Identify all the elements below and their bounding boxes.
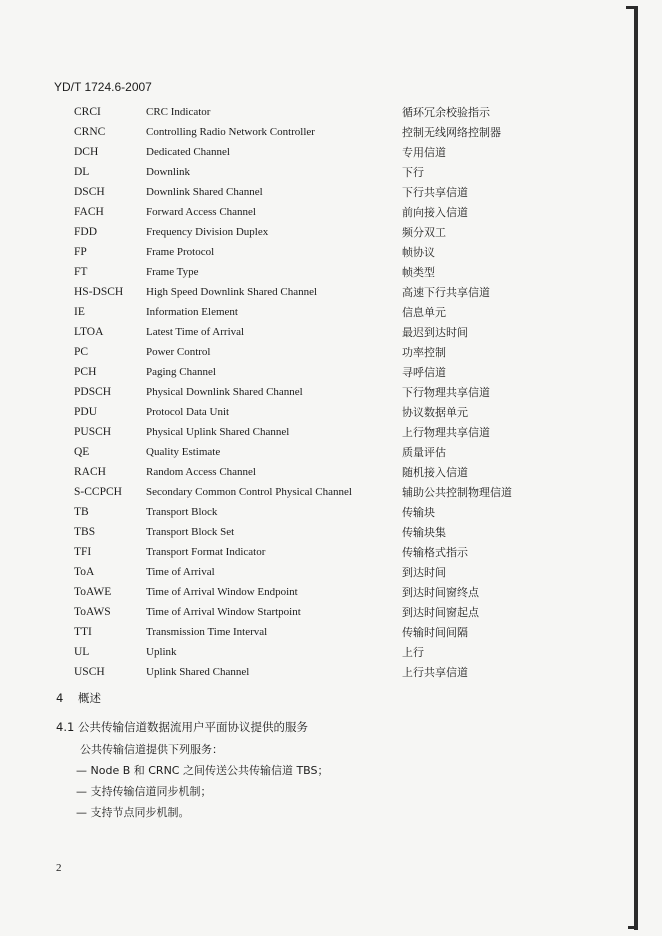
section-4-1-heading [56, 719, 308, 735]
abbreviation-row [74, 422, 542, 442]
abbreviation-row [74, 642, 542, 662]
abbreviation-english: Frame Type [146, 266, 199, 278]
abbreviation-row [74, 242, 542, 262]
abbreviation-row [74, 182, 542, 202]
abbreviation-term: LTOA [74, 326, 104, 338]
abbreviation-term: DCH [74, 146, 99, 158]
abbreviation-chinese: 帧协议 [402, 246, 435, 259]
abbreviation-chinese: 下行共享信道 [402, 186, 468, 199]
abbreviation-row [74, 442, 542, 462]
abbreviation-term: PUSCH [74, 426, 112, 438]
abbreviation-chinese: 前向接入信道 [402, 206, 468, 219]
abbreviation-row [74, 402, 542, 422]
abbreviation-chinese: 下行物理共享信道 [402, 386, 490, 399]
abbreviation-row [74, 262, 542, 282]
abbreviation-row [74, 522, 542, 542]
section-4-1-title: 公共传输信道数据流用户平面协议提供的服务 [78, 720, 308, 734]
service-item: — Node B 和 CRNC 之间传送公共传输信道 TBS； [76, 764, 329, 777]
abbreviation-term: QE [74, 446, 90, 458]
abbreviation-english: Downlink [146, 166, 190, 178]
abbreviation-chinese: 功率控制 [402, 346, 446, 359]
section-4-1-intro: 公共传输信道提供下列服务： [80, 743, 223, 756]
abbreviation-chinese: 传输时间间隔 [402, 626, 468, 639]
abbreviation-row [74, 462, 542, 482]
abbreviation-english: Secondary Common Control Physical Channel [146, 486, 352, 498]
abbreviation-term: FP [74, 246, 87, 258]
abbreviation-row [74, 362, 542, 382]
abbreviation-row [74, 482, 542, 502]
abbreviation-english: Time of Arrival [146, 566, 215, 578]
page-corner-mark-top [626, 6, 638, 9]
abbreviation-row [74, 102, 542, 122]
abbreviation-chinese: 循环冗余校验指示 [402, 106, 490, 119]
abbreviation-chinese: 信息单元 [402, 306, 446, 319]
abbreviation-term: PDSCH [74, 386, 112, 398]
page-corner-mark-bottom [628, 926, 638, 929]
abbreviation-english: Downlink Shared Channel [146, 186, 263, 198]
abbreviation-term: ToAWE [74, 586, 112, 598]
abbreviation-term: USCH [74, 666, 105, 678]
abbreviation-row [74, 322, 542, 342]
abbreviation-term: TFI [74, 546, 92, 558]
abbreviation-row [74, 602, 542, 622]
abbreviation-term: HS-DSCH [74, 286, 124, 298]
section-4-title: 概述 [78, 691, 101, 705]
abbreviation-term: TB [74, 506, 89, 518]
abbreviation-term: UL [74, 646, 90, 658]
abbreviation-term: PCH [74, 366, 97, 378]
abbreviation-chinese: 最迟到达时间 [402, 326, 468, 339]
service-list [76, 760, 329, 823]
abbreviation-term: S-CCPCH [74, 486, 122, 498]
abbreviation-chinese: 传输格式指示 [402, 546, 468, 559]
abbreviation-table [74, 102, 542, 682]
abbreviation-english: Controlling Radio Network Controller [146, 126, 315, 138]
abbreviation-table-body [74, 102, 542, 682]
abbreviation-english: Transmission Time Interval [146, 626, 268, 638]
abbreviation-english: Transport Format Indicator [146, 546, 266, 558]
abbreviation-term: TBS [74, 526, 96, 538]
abbreviation-chinese: 到达时间窗起点 [402, 606, 479, 619]
section-4-1-number: 4.1 [56, 720, 75, 734]
abbreviation-chinese: 传输块 [402, 506, 435, 519]
abbreviation-english: Power Control [146, 346, 211, 358]
abbreviation-chinese: 到达时间 [402, 566, 446, 579]
abbreviation-english: Uplink [146, 646, 177, 658]
abbreviation-english: Physical Uplink Shared Channel [146, 426, 290, 438]
abbreviation-chinese: 到达时间窗终点 [402, 586, 479, 599]
abbreviation-chinese: 辅助公共控制物理信道 [402, 486, 512, 499]
abbreviation-english: Paging Channel [146, 366, 216, 378]
abbreviation-row [74, 662, 542, 682]
abbreviation-chinese: 专用信道 [402, 146, 446, 159]
abbreviation-chinese: 上行物理共享信道 [402, 426, 490, 439]
abbreviation-term: ToAWS [74, 606, 111, 618]
abbreviation-term: CRCI [74, 106, 101, 118]
abbreviation-term: FT [74, 266, 88, 278]
abbreviation-row [74, 302, 542, 322]
abbreviation-row [74, 622, 542, 642]
abbreviation-chinese: 协议数据单元 [402, 406, 468, 419]
abbreviation-term: PC [74, 346, 89, 358]
abbreviation-english: Forward Access Channel [146, 206, 256, 218]
abbreviation-english: Time of Arrival Window Endpoint [146, 586, 298, 598]
document-id: YD/T 1724.6-2007 [54, 80, 152, 94]
abbreviation-english: Protocol Data Unit [146, 406, 230, 418]
abbreviation-english: High Speed Downlink Shared Channel [146, 286, 318, 298]
abbreviation-chinese: 下行 [402, 166, 424, 179]
abbreviation-chinese: 传输块集 [402, 526, 446, 539]
abbreviation-row [74, 562, 542, 582]
abbreviation-term: DL [74, 166, 90, 178]
abbreviation-row [74, 382, 542, 402]
abbreviation-english: Frame Protocol [146, 246, 215, 258]
abbreviation-chinese: 高速下行共享信道 [402, 286, 490, 299]
section-4-heading [56, 690, 101, 706]
abbreviation-chinese: 频分双工 [402, 226, 446, 239]
abbreviation-row [74, 542, 542, 562]
abbreviation-row [74, 222, 542, 242]
abbreviation-english: Time of Arrival Window Startpoint [146, 606, 301, 618]
abbreviation-row [74, 142, 542, 162]
abbreviation-english: Random Access Channel [146, 466, 256, 478]
abbreviation-chinese: 控制无线网络控制器 [402, 126, 501, 139]
abbreviation-term: FACH [74, 206, 104, 218]
abbreviation-term: PDU [74, 406, 98, 418]
abbreviation-english: Frequency Division Duplex [146, 226, 269, 238]
abbreviation-english: Information Element [146, 306, 238, 318]
service-item: — 支持节点同步机制。 [76, 806, 190, 819]
abbreviation-term: CRNC [74, 126, 106, 138]
abbreviation-english: Latest Time of Arrival [146, 326, 245, 338]
abbreviation-row [74, 582, 542, 602]
abbreviation-english: Transport Block [146, 506, 218, 518]
section-4-number: 4 [56, 691, 64, 705]
abbreviation-english: Uplink Shared Channel [146, 666, 250, 678]
abbreviation-chinese: 随机接入信道 [402, 466, 468, 479]
abbreviation-chinese: 上行 [402, 646, 424, 659]
abbreviation-term: IE [74, 306, 85, 318]
abbreviation-term: ToA [74, 566, 95, 578]
abbreviation-english: Quality Estimate [146, 446, 221, 458]
abbreviation-row [74, 122, 542, 142]
abbreviation-row [74, 162, 542, 182]
abbreviation-row [74, 342, 542, 362]
abbreviation-row [74, 202, 542, 222]
abbreviation-english: CRC Indicator [146, 106, 211, 118]
abbreviation-english: Physical Downlink Shared Channel [146, 386, 303, 398]
abbreviation-term: FDD [74, 226, 98, 238]
service-item: — 支持传输信道同步机制； [76, 785, 212, 798]
abbreviation-row [74, 282, 542, 302]
abbreviation-term: RACH [74, 466, 106, 478]
abbreviation-chinese: 质量评估 [402, 446, 446, 459]
abbreviation-chinese: 帧类型 [402, 266, 435, 279]
abbreviation-term: DSCH [74, 186, 105, 198]
abbreviation-english: Dedicated Channel [146, 146, 230, 158]
page-edge-line [634, 8, 638, 930]
abbreviation-chinese: 上行共享信道 [402, 666, 468, 679]
abbreviation-chinese: 寻呼信道 [402, 366, 446, 379]
abbreviation-row [74, 502, 542, 522]
abbreviation-term: TTI [74, 626, 92, 638]
abbreviation-english: Transport Block Set [146, 526, 235, 538]
page-number: 2 [56, 862, 62, 874]
